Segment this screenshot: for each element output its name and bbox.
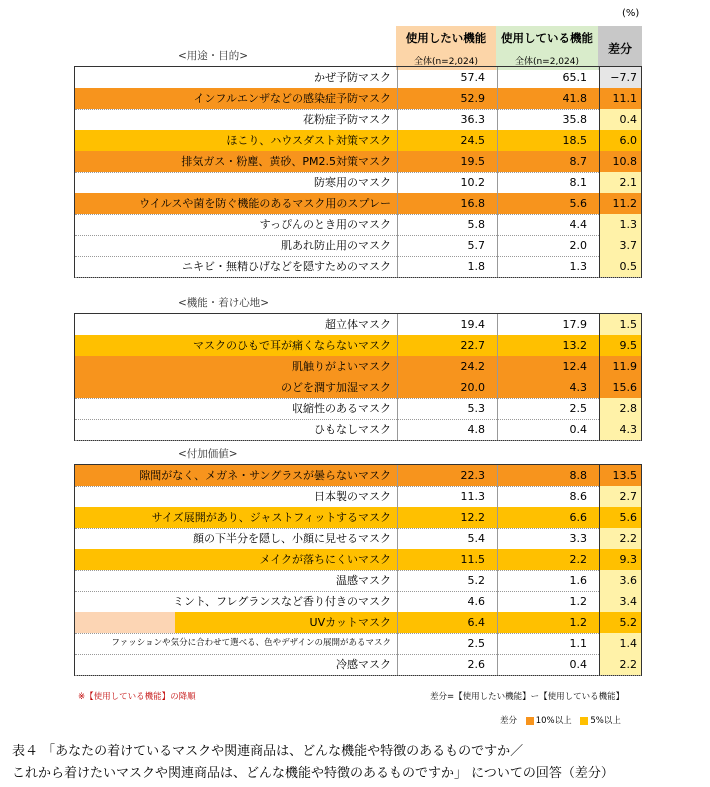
- value-use: 8.6: [569, 490, 587, 503]
- table-row: [75, 314, 641, 336]
- value-want: 2.5: [467, 637, 485, 650]
- value-diff: 3.7: [599, 235, 641, 256]
- value-diff: 3.4: [599, 591, 641, 612]
- value-use: 18.5: [497, 130, 599, 151]
- table-row: [75, 377, 641, 399]
- table-row: [75, 549, 641, 571]
- section-label: <付加価値>: [178, 448, 238, 460]
- row-label: マスクのひもで耳が痛くならないマスク: [75, 335, 397, 356]
- row-label: 温感マスク: [336, 574, 391, 587]
- legend: [500, 714, 621, 726]
- table-row: [75, 486, 641, 508]
- section-label: <用途・目的>: [178, 50, 249, 62]
- row-label: 冷感マスク: [336, 658, 391, 671]
- row-label: ミント、フレグランスなど香り付きのマスク: [172, 595, 391, 608]
- value-use: 0.4: [569, 423, 587, 436]
- header-diff: [598, 26, 642, 70]
- value-want: 19.4: [460, 318, 485, 331]
- row-label: 防寒用のマスク: [314, 176, 391, 189]
- table-row: [75, 335, 641, 357]
- value-diff: 9.5: [599, 335, 641, 356]
- value-use: 41.8: [497, 88, 599, 109]
- table-row: [75, 67, 641, 89]
- row-label: ニキビ・無精ひげなどを隠すためのマスク: [182, 260, 391, 273]
- legend-title: 差分: [500, 716, 518, 726]
- value-want: 57.4: [460, 71, 485, 84]
- row-label: すっぴんのとき用のマスク: [259, 218, 391, 231]
- value-want: 11.5: [397, 549, 497, 570]
- value-want: 5.8: [467, 218, 485, 231]
- table-row: [75, 235, 641, 257]
- row-label: ひもなしマスク: [314, 423, 391, 436]
- table-row: [75, 398, 641, 420]
- value-diff: 9.3: [599, 549, 641, 570]
- caption-line-1: 表４ 「あなたの着けているマスクや関連商品は、どんな機能や特徴のあるものですか／: [12, 744, 524, 759]
- value-use: 6.6: [497, 507, 599, 528]
- value-want: 24.2: [397, 356, 497, 377]
- value-use: 0.4: [569, 658, 587, 671]
- value-diff: 1.5: [599, 314, 641, 335]
- table-row: [75, 570, 641, 592]
- value-diff: 0.5: [599, 256, 641, 277]
- value-diff: 5.2: [599, 612, 641, 633]
- column-divider: [497, 67, 498, 277]
- value-diff: 4.3: [599, 419, 641, 440]
- value-want: 5.7: [467, 239, 485, 252]
- row-label: かぜ予防マスク: [314, 71, 391, 84]
- value-diff: 2.7: [599, 486, 641, 507]
- value-diff: 15.6: [599, 377, 641, 398]
- value-want: 2.6: [467, 658, 485, 671]
- row-label: インフルエンザなどの感染症予防マスク: [75, 88, 397, 109]
- table-row: [75, 633, 641, 655]
- value-want: 4.8: [467, 423, 485, 436]
- column-divider: [397, 314, 398, 440]
- value-diff: 6.0: [599, 130, 641, 151]
- legend-ge5: 5%以上: [590, 716, 621, 726]
- header-use: [496, 26, 598, 70]
- table-row: [75, 130, 641, 152]
- table-row: [75, 256, 641, 278]
- value-use: 1.6: [569, 574, 587, 587]
- value-use: 17.9: [562, 318, 587, 331]
- value-want: 20.0: [397, 377, 497, 398]
- value-want: 22.7: [397, 335, 497, 356]
- row-label: 花粉症予防マスク: [303, 113, 391, 126]
- value-use: 13.2: [497, 335, 599, 356]
- row-label: のどを潤す加湿マスク: [75, 377, 397, 398]
- row-label: メイクが落ちにくいマスク: [75, 549, 397, 570]
- value-diff: 10.8: [599, 151, 641, 172]
- row-label: 隙間がなく、メガネ・サングラスが曇らないマスク: [75, 465, 397, 486]
- value-use: 3.3: [569, 532, 587, 545]
- value-diff: 11.1: [599, 88, 641, 109]
- data-table: [74, 464, 642, 676]
- section-label: <機能・着け心地>: [178, 297, 270, 309]
- value-want: 22.3: [397, 465, 497, 486]
- value-diff: 2.1: [599, 172, 641, 193]
- row-label: 超立体マスク: [325, 318, 391, 331]
- row-label: 収縮性のあるマスク: [292, 402, 391, 415]
- table-row: [75, 465, 641, 487]
- table-row: [75, 591, 641, 613]
- data-table: [74, 66, 642, 278]
- column-divider: [497, 465, 498, 675]
- row-label: 日本製のマスク: [314, 490, 391, 503]
- row-label: UVカットマスク: [75, 612, 397, 633]
- value-use: 1.2: [497, 612, 599, 633]
- value-want: 1.8: [467, 260, 485, 273]
- value-diff: 2.2: [599, 654, 641, 675]
- row-label: 肌触りがよいマスク: [75, 356, 397, 377]
- value-want: 16.8: [397, 193, 497, 214]
- legend-swatch-ge10: [526, 717, 534, 725]
- value-use: 12.4: [497, 356, 599, 377]
- table-row: [75, 356, 641, 378]
- value-want: 12.2: [397, 507, 497, 528]
- value-diff: 2.8: [599, 398, 641, 419]
- value-diff: −7.7: [599, 67, 641, 88]
- row-label: 排気ガス・粉塵、黄砂、PM2.5対策マスク: [75, 151, 397, 172]
- value-want: 5.2: [467, 574, 485, 587]
- table-row: [75, 193, 641, 215]
- row-label: ファッションや気分に合わせて選べる、色やデザインの展開があるマスク: [111, 638, 391, 648]
- table-row: [75, 612, 641, 634]
- row-label: ほこり、ハウスダスト対策マスク: [75, 130, 397, 151]
- table-row: [75, 109, 641, 131]
- unit-label: (%): [622, 8, 640, 19]
- value-want: 5.4: [467, 532, 485, 545]
- value-diff: 2.2: [599, 528, 641, 549]
- value-want: 11.3: [460, 490, 485, 503]
- header-want-title: 使用したい機能: [405, 31, 487, 45]
- value-want: 5.3: [467, 402, 485, 415]
- value-diff: 0.4: [599, 109, 641, 130]
- table-row: [75, 419, 641, 441]
- value-use: 1.1: [569, 637, 587, 650]
- table-row: [75, 654, 641, 676]
- value-want: 19.5: [397, 151, 497, 172]
- row-label: サイズ展開があり、ジャストフィットするマスク: [75, 507, 397, 528]
- value-diff: 1.4: [599, 633, 641, 654]
- header-diff-title: 差分: [607, 42, 632, 56]
- header-use-sub: 全体(n=2,024): [514, 57, 580, 67]
- value-use: 4.3: [497, 377, 599, 398]
- formula-note: 差分=【使用したい機能】ー【使用している機能】: [430, 692, 625, 702]
- caption-line-2: これから着けたいマスクや関連商品は、どんな機能や特徴のあるものですか」 についての回答（差分）: [12, 766, 614, 781]
- value-diff: 11.2: [599, 193, 641, 214]
- value-use: 2.2: [497, 549, 599, 570]
- column-divider: [397, 465, 398, 675]
- value-want: 52.9: [397, 88, 497, 109]
- value-use: 5.6: [497, 193, 599, 214]
- value-want: 36.3: [460, 113, 485, 126]
- column-divider: [497, 314, 498, 440]
- data-table: [74, 313, 642, 441]
- legend-ge10: 10%以上: [535, 716, 572, 726]
- value-use: 8.7: [497, 151, 599, 172]
- row-label: 肌あれ防止用のマスク: [281, 239, 391, 252]
- table-row: [75, 507, 641, 529]
- value-want: 4.6: [467, 595, 485, 608]
- header-want: [396, 26, 496, 70]
- header-use-title: 使用している機能: [501, 31, 593, 45]
- value-diff: 11.9: [599, 356, 641, 377]
- value-use: 65.1: [562, 71, 587, 84]
- value-use: 1.2: [569, 595, 587, 608]
- value-use: 2.0: [569, 239, 587, 252]
- sort-note: ※【使用している機能】の降順: [78, 692, 196, 702]
- value-want: 24.5: [397, 130, 497, 151]
- value-use: 8.8: [497, 465, 599, 486]
- value-use: 4.4: [569, 218, 587, 231]
- legend-swatch-ge5: [580, 717, 588, 725]
- row-label: ウイルスや菌を防ぐ機能のあるマスク用のスプレー: [75, 193, 397, 214]
- table-row: [75, 151, 641, 173]
- value-diff: 5.6: [599, 507, 641, 528]
- row-label: 顔の下半分を隠し、小顔に見せるマスク: [193, 532, 391, 545]
- value-use: 35.8: [562, 113, 587, 126]
- value-use: 8.1: [569, 176, 587, 189]
- header-want-sub: 全体(n=2,024): [413, 57, 479, 67]
- table-row: [75, 214, 641, 236]
- value-want: 6.4: [397, 612, 497, 633]
- value-use: 2.5: [569, 402, 587, 415]
- value-diff: 13.5: [599, 465, 641, 486]
- table-row: [75, 528, 641, 550]
- value-use: 1.3: [569, 260, 587, 273]
- value-diff: 3.6: [599, 570, 641, 591]
- value-want: 10.2: [460, 176, 485, 189]
- column-divider: [397, 67, 398, 277]
- table-row: [75, 172, 641, 194]
- value-diff: 1.3: [599, 214, 641, 235]
- table-row: [75, 88, 641, 110]
